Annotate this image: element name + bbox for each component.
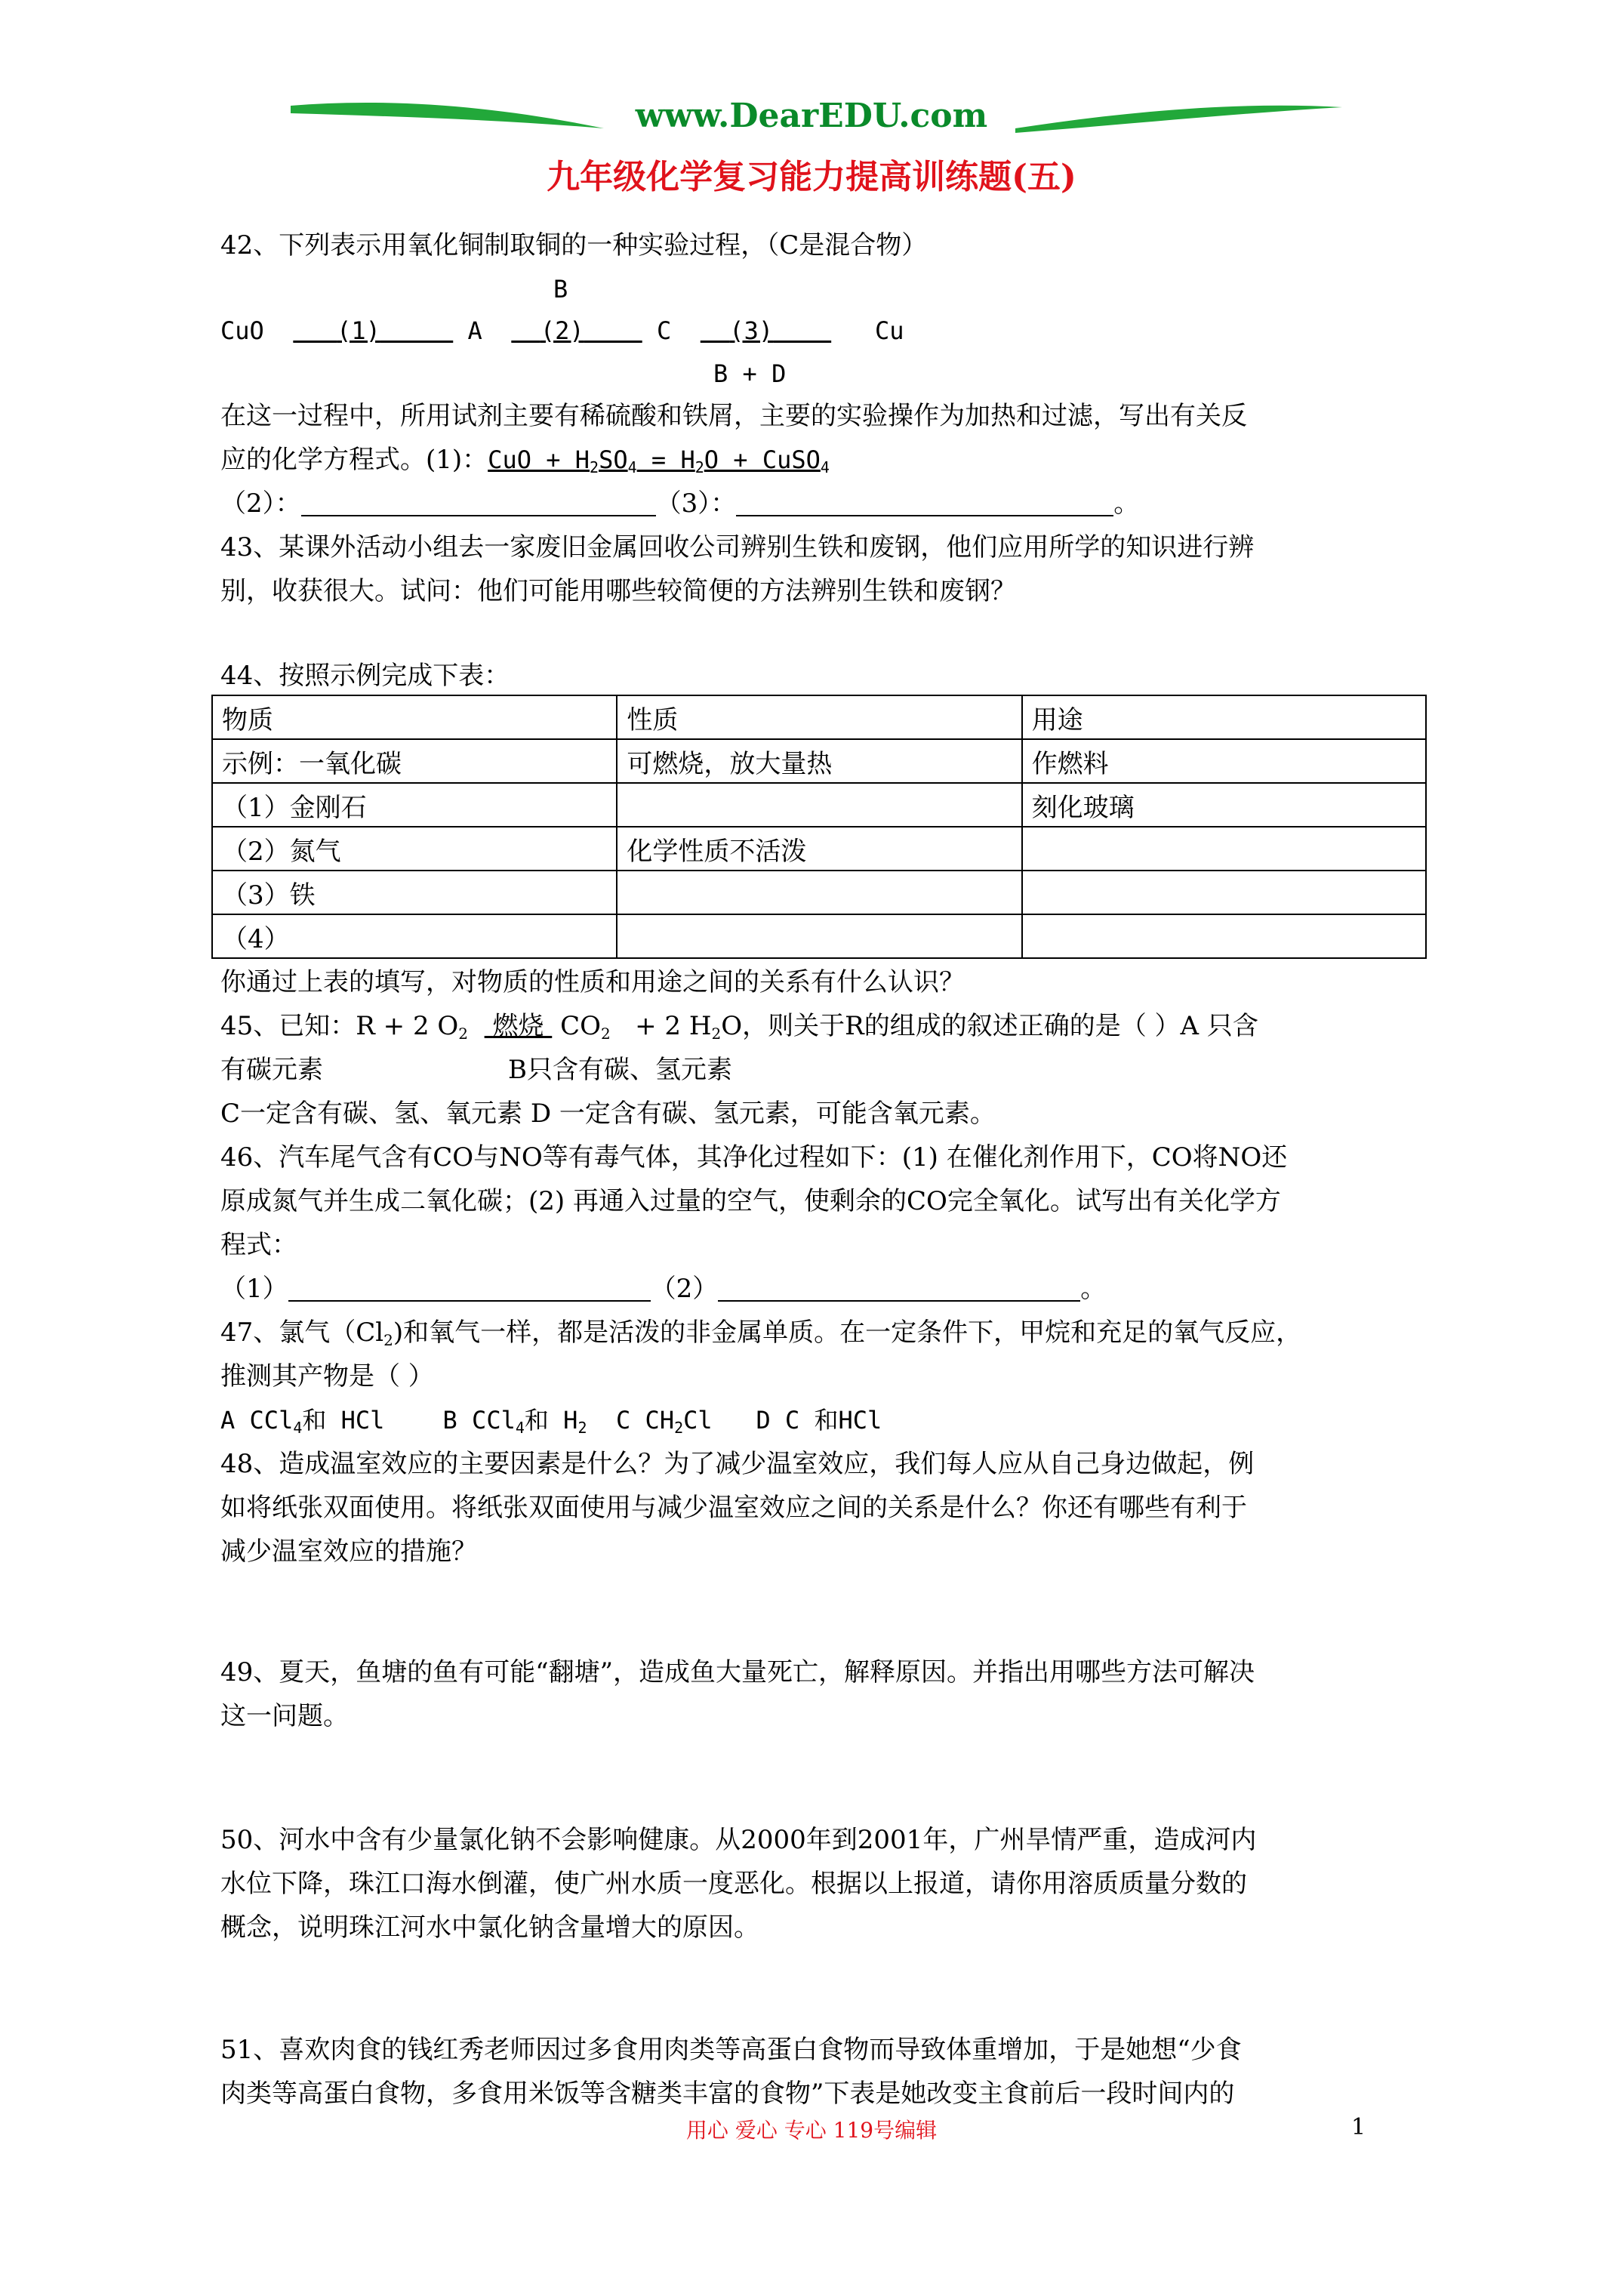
- q46-line4: （1） （2） 。: [220, 1274, 1107, 1304]
- q42-line3: （2）： （3）： 。: [220, 488, 1140, 519]
- q49-line2: 这一问题。: [220, 1701, 349, 1731]
- q47-option-d: D C 和HCl: [756, 1406, 882, 1435]
- table-cell: 化学性质不活泼: [617, 827, 1021, 871]
- q42-bd: B + D: [713, 359, 787, 388]
- q42-step3: (3): [729, 316, 774, 345]
- q42-a: A: [467, 316, 482, 345]
- q42-intro: 42、下列表示用氧化铜制取铜的一种实验过程，（C是混合物）: [220, 230, 928, 260]
- q42-label3: （3）：: [655, 488, 737, 519]
- table-cell: 刻化玻璃: [1022, 783, 1426, 827]
- q50-line1: 50、河水中含有少量氯化钠不会影响健康。从2000年到2001年，广州旱情严重，造成河内: [220, 1825, 1257, 1855]
- q49-line1: 49、夏天，鱼塘的鱼有可能“翻塘”，造成鱼大量死亡，解释原因。并指出用哪些方法可解决: [220, 1657, 1255, 1687]
- q42-text2a: 应的化学方程式。(1)：: [220, 445, 488, 475]
- q45-line2a: 有碳元素: [220, 1055, 323, 1085]
- table-row: [212, 871, 1426, 914]
- q42-b-top: B: [553, 275, 568, 304]
- table-cell-blank[interactable]: [617, 783, 1021, 827]
- table-row: [212, 783, 1426, 827]
- table-header-cell: 性质: [617, 695, 1021, 739]
- footer-text: 用心 爱心 专心 119号编辑: [685, 2118, 938, 2143]
- table-cell: （4）: [212, 914, 617, 958]
- q46-line1: 46、汽车尾气含有CO与NO等有毒气体，其净化过程如下：(1) 在催化剂作用下，CO将NO还: [220, 1142, 1288, 1173]
- table-cell-blank[interactable]: [1022, 827, 1426, 871]
- q42-label2: （2）：: [220, 488, 301, 519]
- q42-cuo: CuO: [220, 316, 264, 345]
- table-cell-blank[interactable]: [617, 914, 1021, 958]
- q42-step2: (2): [540, 316, 584, 345]
- q48-line1: 48、造成温室效应的主要因素是什么？为了减少温室效应，我们每人应从自己身边做起，例: [220, 1449, 1255, 1479]
- q46-label2: （2）: [650, 1274, 719, 1304]
- q46-blank2[interactable]: [718, 1273, 1080, 1302]
- q42-eq1: CuO + $H_2SO_4 = H_2O$ + CuSO$_4$: [488, 445, 830, 476]
- table-cell: （3）铁: [212, 871, 617, 914]
- page-title: 九年级化学复习能力提高训练题(五): [547, 158, 1076, 196]
- q43-line1: 43、某课外活动小组去一家废旧金属回收公司辨别生铁和废钢，他们应用所学的知识进行辨: [220, 532, 1255, 562]
- q42-step1: (1): [337, 316, 380, 345]
- q43-line2: 别，收获很大。试问：他们可能用哪些较简便的方法辨别生铁和废钢？: [220, 576, 1016, 606]
- q42-cu: Cu: [874, 316, 904, 345]
- q46-line2: 原成氮气并生成二氧化碳；(2) 再通入过量的空气，使剩余的CO完全氧化。试写出有关化学方: [220, 1186, 1281, 1216]
- q51-line2: 肉类等高蛋白食物，多食用米饭等含糖类丰富的食物”下表是她改变主食前后一段时间内的: [220, 2079, 1235, 2109]
- q44-after: 你通过上表的填写，对物质的性质和用途之间的关系有什么认识？: [220, 967, 965, 997]
- table-row: [212, 739, 1426, 783]
- q46-blank1[interactable]: [288, 1273, 651, 1302]
- table-cell-blank[interactable]: [1022, 914, 1426, 958]
- q47-option-c: C $CH_2Cl$: [616, 1406, 713, 1437]
- table-cell: （1）金刚石: [212, 783, 617, 827]
- q48-line2: 如将纸张双面使用。将纸张双面使用与减少温室效应之间的关系是什么？你还有哪些有利于: [220, 1493, 1247, 1523]
- page-number: 1: [1351, 2114, 1366, 2140]
- q44-table: [211, 695, 1427, 959]
- table-header-cell: 用途: [1022, 695, 1426, 739]
- table-cell-blank[interactable]: [1022, 871, 1426, 914]
- table-header-cell: 物质: [212, 695, 617, 739]
- table-cell: 可燃烧，放大量热: [617, 739, 1021, 783]
- q42-blank2[interactable]: [301, 488, 656, 516]
- q51-line1: 51、喜欢肉食的钱红秀老师因过多食用肉类等高蛋白食物而导致体重增加，于是她想“少食: [220, 2035, 1242, 2065]
- table-row: [212, 914, 1426, 958]
- q45-line2b: B只含有碳、氢元素: [508, 1055, 732, 1085]
- q47-option-b: B CCl$_4$和 $H_2$: [442, 1406, 587, 1437]
- q42-c: C: [656, 316, 672, 345]
- q44-intro: 44、按照示例完成下表：: [220, 661, 510, 691]
- q46-label1: （1）: [220, 1274, 288, 1304]
- q50-line3: 概念，说明珠江河水中氯化钠含量增大的原因。: [220, 1912, 759, 1943]
- q42-blank3[interactable]: [736, 488, 1113, 516]
- table-cell: 作燃料: [1022, 739, 1426, 783]
- q46-line3: 程式：: [220, 1230, 297, 1260]
- q45-line1: 45、已知：R + 2 $O_2$ 燃烧 $CO_2$ + 2 $H_2O$，则关于R的组成的叙述正确的是（ ）A 只含: [220, 1011, 1258, 1043]
- table-row: [212, 827, 1426, 871]
- q45-condition: 燃烧: [492, 1011, 544, 1041]
- table-cell: （2）氮气: [212, 827, 617, 871]
- q47-line2: 推测其产物是（ ）: [220, 1361, 434, 1391]
- q50-line2: 水位下降，珠江口海水倒灌，使广州水质一度恶化。根据以上报道，请你用溶质质量分数的: [220, 1869, 1247, 1899]
- table-header-row: [212, 695, 1426, 739]
- q42-text1: 在这一过程中，所用试剂主要有稀硫酸和铁屑，主要的实验操作为加热和过滤，写出有关反: [220, 401, 1247, 431]
- q47-option-a: A CCl$_4$和 HCl: [220, 1406, 385, 1437]
- q48-line3: 减少温室效应的措施？: [220, 1536, 477, 1567]
- table-cell: 示例：一氧化碳: [212, 739, 617, 783]
- q47-line1: 47、氯气$(Cl_2)$和氧气一样，都是活泼的非金属单质。在一定条件下，甲烷和充足的氧气反应，: [220, 1318, 1302, 1349]
- q45-line3: C一定含有碳、氢、氧元素 D 一定含有碳、氢元素，可能含氧元素。: [220, 1099, 996, 1129]
- site-banner: www.DearEDU.com: [635, 97, 988, 135]
- q42-chain: [220, 316, 904, 346]
- table-cell-blank[interactable]: [617, 871, 1021, 914]
